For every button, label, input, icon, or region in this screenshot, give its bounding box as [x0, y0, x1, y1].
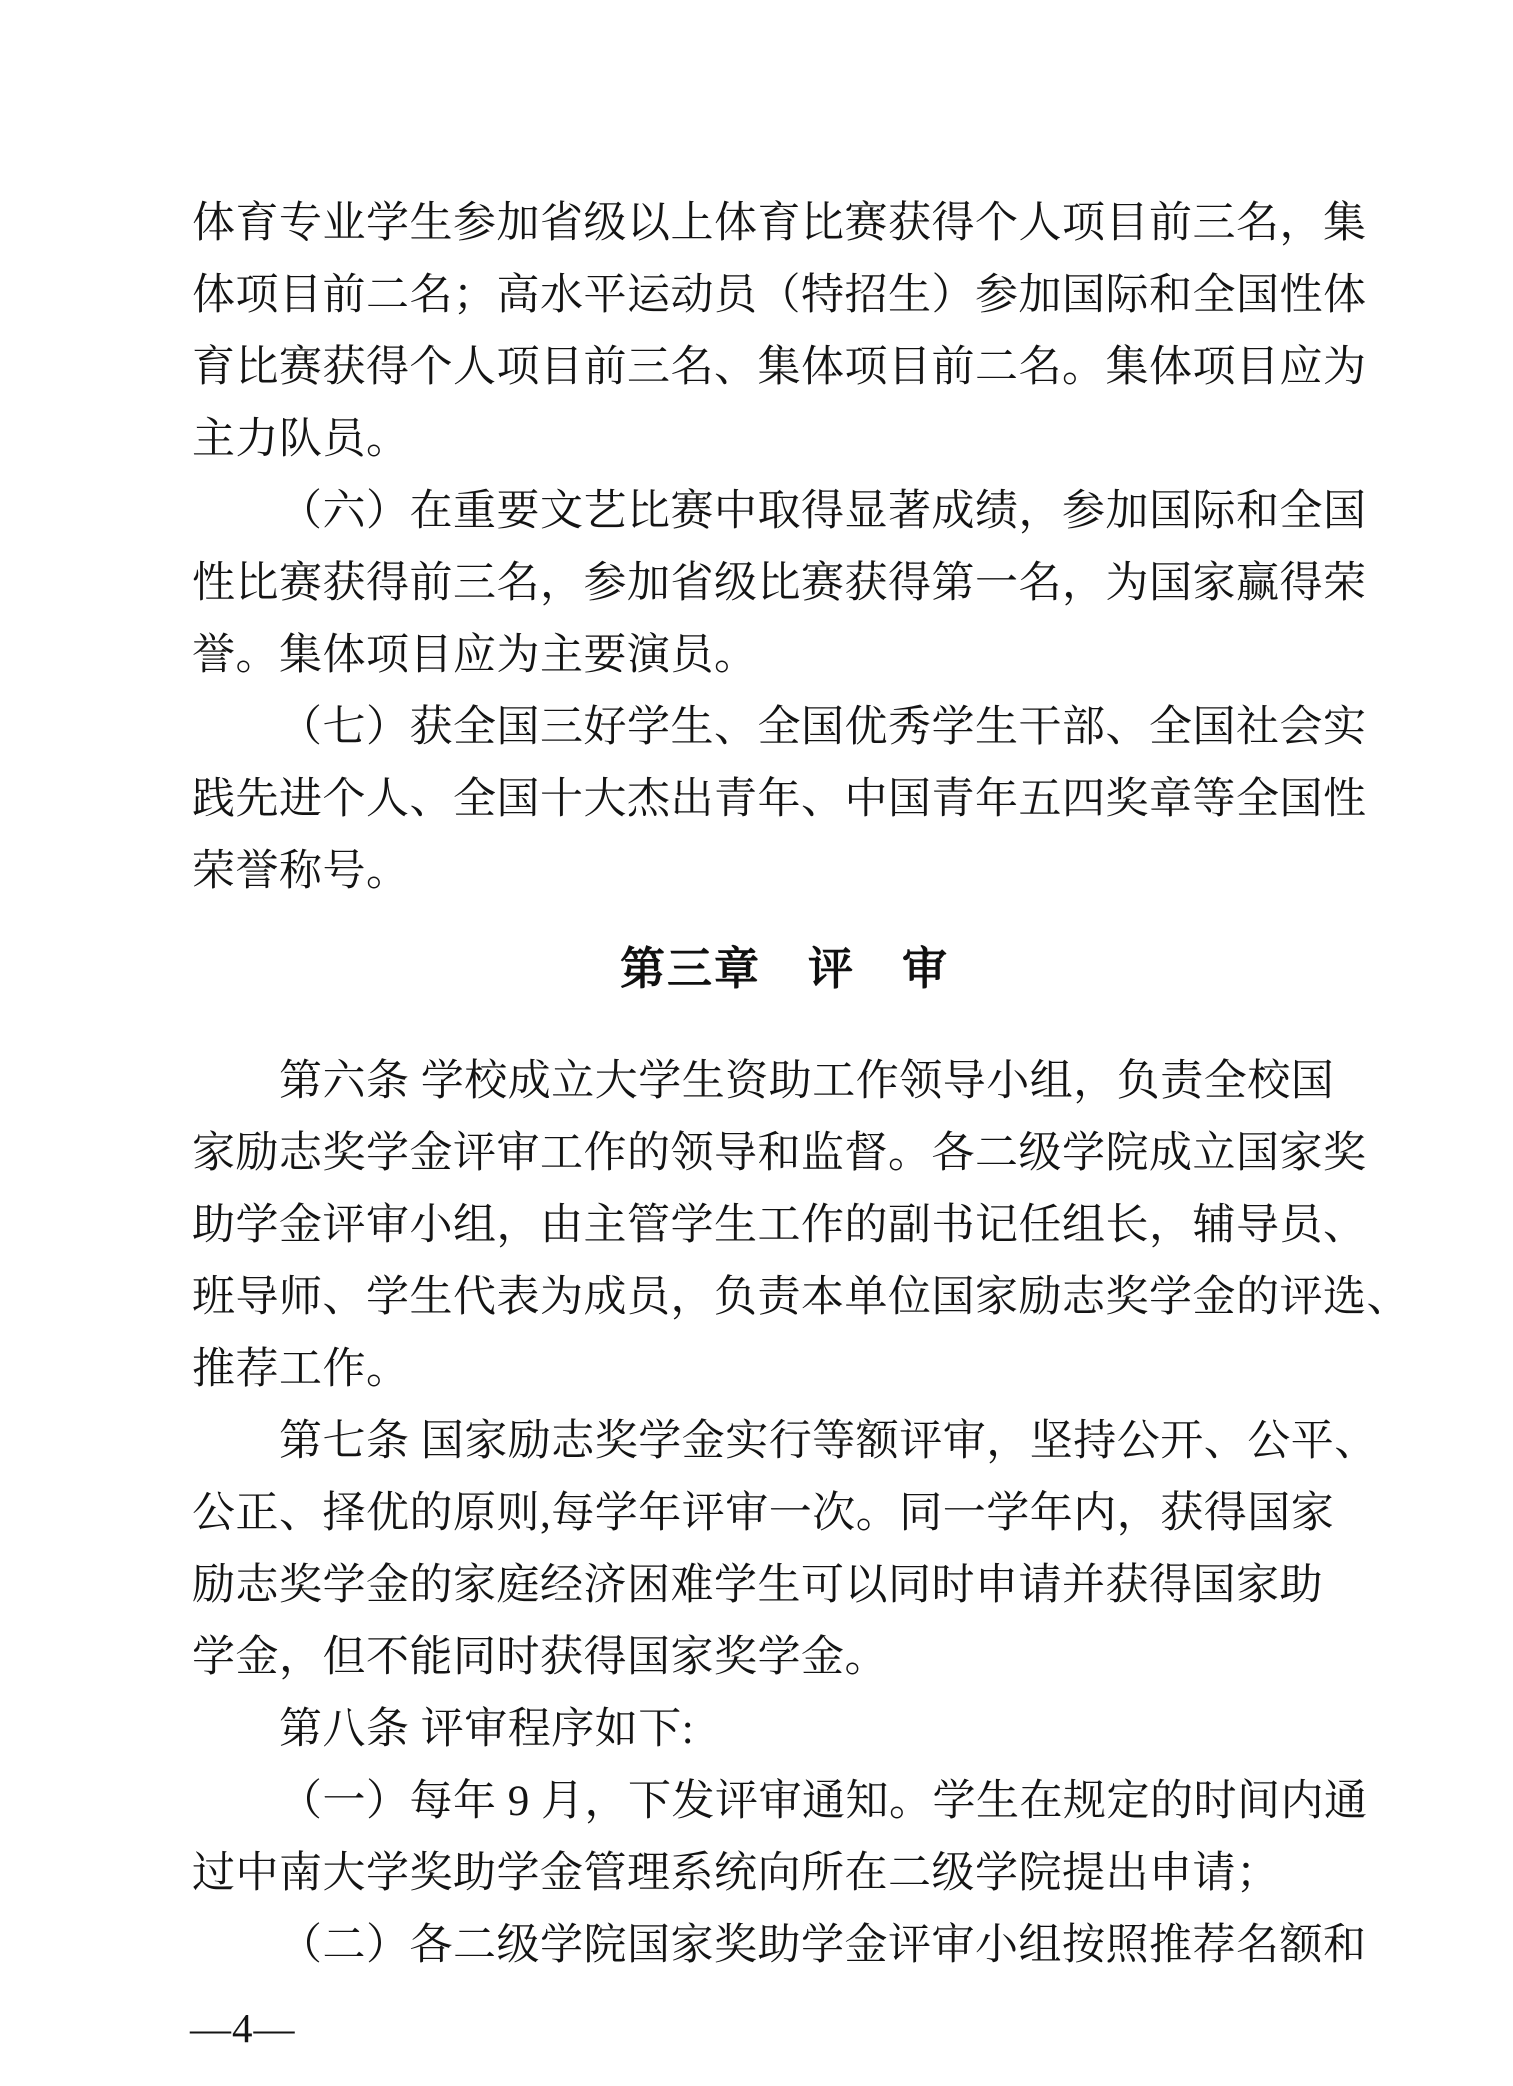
body-line: 励志奖学金的家庭经济困难学生可以同时申请并获得国家助: [192, 1562, 1323, 1609]
body-line: 推荐工作。: [192, 1346, 410, 1393]
document-body: [192, 188, 1410, 1982]
body-line: 过中南大学奖助学金管理系统向所在二级学院提出申请；: [192, 1850, 1280, 1897]
body-line: 主力队员。: [192, 416, 410, 463]
body-line: 育比赛获得个人项目前三名、集体项目前二名。集体项目应为: [192, 344, 1367, 391]
body-line: 践先进个人、全国十大杰出青年、中国青年五四奖章等全国性: [192, 776, 1367, 823]
body-line: 性比赛获得前三名，参加省级比赛获得第一名，为国家赢得荣: [192, 560, 1367, 607]
body-line-paragraph-start: （一）每年 9 月，下发评审通知。学生在规定的时间内通: [279, 1778, 1368, 1825]
body-line: 学金，但不能同时获得国家奖学金。: [192, 1634, 888, 1681]
body-line: 助学金评审小组，由主管学生工作的副书记任组长，辅导员、: [192, 1202, 1367, 1249]
body-line-paragraph-start: 第八条 评审程序如下:: [279, 1706, 695, 1753]
body-line: 家励志奖学金评审工作的领导和监督。各二级学院成立国家奖: [192, 1130, 1367, 1177]
body-line-paragraph-start: （六）在重要文艺比赛中取得显著成绩，参加国际和全国: [279, 488, 1367, 535]
body-line: 誉。集体项目应为主要演员。: [192, 632, 758, 679]
body-line: 班导师、学生代表为成员，负责本单位国家励志奖学金的评选、: [192, 1274, 1410, 1321]
body-line: 公正、择优的原则,每学年评审一次。同一学年内，获得国家: [192, 1490, 1335, 1537]
body-line: 荣誉称号。: [192, 848, 410, 895]
body-line-paragraph-start: （七）获全国三好学生、全国优秀学生干部、全国社会实: [279, 704, 1367, 751]
page-number: —4—: [190, 2005, 296, 2051]
body-line-paragraph-start: 第六条 学校成立大学生资助工作领导小组，负责全校国: [279, 1058, 1335, 1105]
body-line: 体项目前二名；高水平运动员（特招生）参加国际和全国性体: [192, 272, 1367, 319]
body-line-paragraph-start: （二）各二级学院国家奖助学金评审小组按照推荐名额和: [279, 1922, 1367, 1969]
body-line: 体育专业学生参加省级以上体育比赛获得个人项目前三名，集: [192, 200, 1367, 247]
chapter-heading: 第三章 评 审: [619, 943, 949, 994]
body-line-paragraph-start: 第七条 国家励志奖学金实行等额评审，坚持公开、公平、: [279, 1418, 1378, 1465]
